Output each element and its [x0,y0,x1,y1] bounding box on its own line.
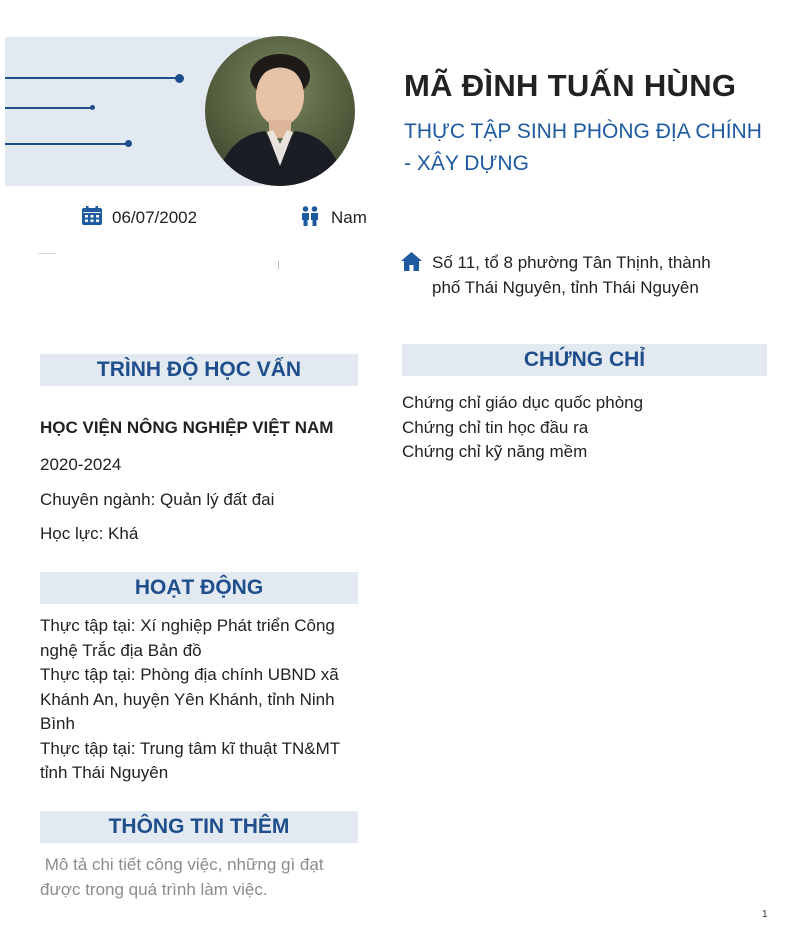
decor-dot [125,140,132,147]
education-heading: TRÌNH ĐỘ HỌC VẤN [40,354,358,386]
gender-value: Nam [331,208,367,227]
home-icon [401,252,422,271]
avatar-portrait [205,36,355,186]
divider [38,253,56,254]
activities-heading: HOẠT ĐỘNG [40,572,358,604]
list-item: Chứng chỉ giáo dục quốc phòng [402,393,644,412]
list-item: Thực tập tại: Xí nghiệp Phát triển Công nghệ Trắc địa Bản đồ [40,616,335,660]
list-item: Thực tập tại: Phòng địa chính UBND xã Khánh An, huyện Yên Khánh, tỉnh Ninh Bình [40,665,339,733]
decor-line [5,77,179,79]
list-item: Chứng chỉ kỹ năng mềm [402,442,588,461]
list-item: Chứng chỉ tin học đầu ra [402,417,589,437]
education-years: 2020-2024 [40,455,122,474]
school-name: HỌC VIỆN NÔNG NGHIỆP VIỆT NAM [40,418,334,437]
divider [278,261,279,269]
extra-info-text: Mô tả chi tiết công việc, những gì đạt được trong quá trình làm việc. [40,855,329,899]
decor-dot [175,74,184,83]
education-major: Chuyên ngành: Quản lý đất đai [40,490,275,509]
education-grade: Học lực: Khá [40,524,139,543]
certificates-heading: CHỨNG CHỈ [402,344,767,376]
activities-list [40,614,352,786]
list-item: Thực tập tại: Trung tâm kĩ thuật TN&MT tỉnh Thái Nguyên [40,738,340,782]
people-icon [301,206,319,226]
calendar-icon [82,206,102,225]
extra-info-heading: THÔNG TIN THÊM [40,811,358,843]
certificates-list [402,391,762,465]
decor-dot [90,105,95,110]
avatar [205,36,355,186]
decor-line [5,107,93,109]
job-title: THỰC TẬP SINH PHÒNG ĐỊA CHÍNH - XÂY DỰNG [404,120,762,175]
candidate-name: MÃ ĐÌNH TUẤN HÙNG [404,68,737,103]
decor-line [5,143,129,145]
page-number: 1 [762,909,768,920]
birthdate-value: 06/07/2002 [112,208,198,227]
address-value: Số 11, tổ 8 phường Tân Thịnh, thành phố Thái Nguyên, tỉnh Thái Nguyên [432,253,711,297]
